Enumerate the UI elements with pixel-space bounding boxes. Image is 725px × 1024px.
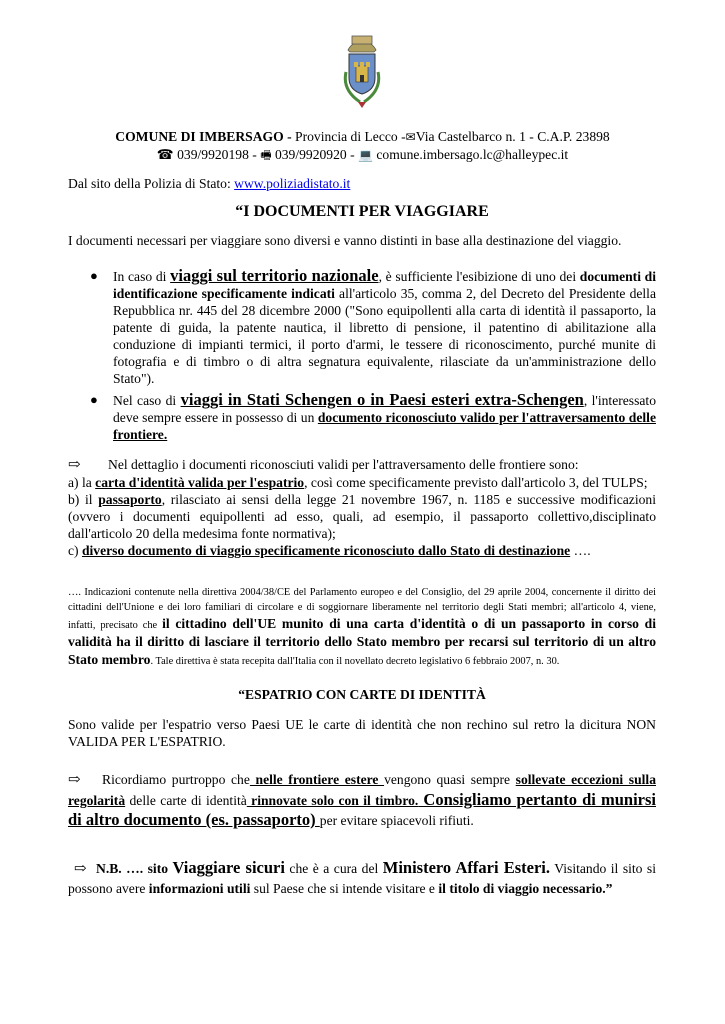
page-title: “I DOCUMENTI PER VIAGGIARE (235, 203, 489, 220)
phone-number: 039/9920198 (177, 147, 249, 162)
fax-number: 039/9920920 (274, 147, 347, 162)
detail-lead: Nel dettaglio i documenti riconosciuti validi per l'attraversamento delle frontiere sono: (108, 457, 579, 472)
other-document-item: diverso documento di viaggio specificamente riconosciuto dallo Stato di destinazione (81, 543, 571, 558)
source-line (68, 175, 350, 192)
detail-section: ⇨ Nel dettaglio i documenti riconosciuti validi per l'attraversamento delle frontiere sono: a) la carta d'identità valida per l'espatrio, così come specificamente previsto dall'articolo 3, del TULPS; b) il passaporto, rilasciato ai sensi della legge 21 novembre 1967, n. 1185 e successive modificazioni (ovvero i documenti equipollenti ad esso, quali, ad esempio, il passaporto collettivo,disciplinato dall'articolo 20 della medesima fonte normativa); c) diverso documento di viaggio specificamente riconosciuto dallo Stato di destinazione …. (68, 457, 656, 558)
fax-icon: 🖷 (260, 148, 272, 162)
schengen-travel: viaggi in Stati Schengen o in Paesi esteri extra-Schengen (180, 390, 584, 409)
id-card-item: carta d'identità valida per l'espatrio (95, 475, 305, 490)
nb-paragraph: ⇨ N.B. …. sito Viaggiare sicuri che è a cura del Ministero Affari Esteri. Visitando il sito si possono avere informazioni utili sul Paese che si intende visitare e il titolo di viaggio necessario.” (68, 858, 657, 896)
computer-icon: 💻 (358, 148, 373, 162)
national-travel: viaggi sul territorio nazionale (170, 266, 379, 285)
source-prefix: Dal sito della Polizia di Stato: (68, 176, 235, 191)
passport-item: passaporto (98, 492, 162, 507)
province: Provincia di Lecco - (291, 129, 406, 144)
bullet-icon: ● (90, 392, 98, 407)
email-address: comune.imbersago.lc@halleypec.it (376, 147, 569, 162)
arrow-right-icon: ⇨ (68, 457, 81, 473)
separator: - (248, 147, 261, 162)
phone-icon: ☎ (156, 147, 174, 162)
directive-highlight: il cittadino dell'UE munito di una carta d'identità o di un passaporto in corso di validità ha il diritto di lasciare il territorio dello Stato membro per recarsi sul territorio di un altro Stato membro (68, 616, 656, 667)
directive-note: …. Indicazioni contenute nella direttiva 2004/38/CE del Parlamento europeo e del Consiglio, del 29 aprile 2004, concernente il diritto dei cittadini dell'Unione e dei loro familiari di circolare e di soggiornare liberamente nel territorio degli Stati membri; all'articolo 4, viene, infatti, precisato che il cittadino dell'UE munito di una carta d'identità o di un passaporto in corso di validità ha il diritto di lasciare il territorio dello Stato membro per recarsi sul territorio di un altro Stato membro. Tale direttiva è stata recepita dall'Italia con il novellato decreto legislativo 6 febbraio 2007, n. 30. (68, 587, 656, 667)
intro-paragraph: I documenti necessari per viaggiare sono diversi e vanno distinti in base alla destinazione del viaggio. (68, 233, 622, 248)
section-subtitle: “ESPATRIO CON CARTE DI IDENTITÀ (238, 687, 486, 702)
arrow-right-icon: ⇨ (74, 861, 87, 877)
bullet-icon: ● (90, 268, 98, 283)
mail-icon: ✉ (405, 130, 416, 144)
letterhead (0, 128, 725, 164)
espatrio-paragraph: Sono valide per l'espatrio verso Paesi UE le carte di identità che non rechino sul retro la dicitura NON VALIDA PER L'ESPATRIO. (68, 717, 656, 749)
reminder-paragraph: ⇨ Ricordiamo purtroppo che nelle frontiere estere vengono quasi sempre sollevate eccezioni sulla regolarità delle carte di identità rinnovate solo con il timbro. Consigliamo pertanto di munirsi di altro documento (es. passaporto) per evitare spiacevoli rifiuti. (68, 772, 657, 829)
bullet-list (68, 267, 656, 443)
valid-document: documento riconosciuto valido per l'attraversamento delle frontiere. (113, 410, 656, 442)
separator: - (346, 147, 359, 162)
list-item: ● In caso di viaggi sul territorio nazionale, è sufficiente l'esibizione di uno dei documenti di identificazione specificamente indicati all'articolo 35, comma 2, del Decreto del Presidente della Repubblica nr. 445 del 28 dicembre 2000 ("Sono equipollenti alla carta di identità il passaporto, la patente di guida, la patente nautica, il libretto di pensione, il patentino di abilitazione alla conduzione di impianti termici, il porto d'armi, le tessere di riconoscimento, purché munite di fotografia e di timbro o di altra segnatura equivalente, rilasciate da un'amministrazione dello Stato"). (90, 266, 656, 386)
arrow-right-icon: ⇨ (68, 772, 81, 788)
municipal-crest-icon (338, 32, 386, 112)
address: Via Castelbarco n. 1 - C.A.P. 23898 (415, 129, 610, 144)
municipality-name: COMUNE DI IMBERSAGO - (115, 129, 292, 144)
list-item: ● Nel caso di viaggi in Stati Schengen o in Paesi esteri extra-Schengen, l'interessato deve sempre essere in possesso di un documento riconosciuto valido per l'attraversamento delle frontiere. (90, 390, 656, 442)
source-link[interactable]: www.poliziadistato.it (234, 176, 351, 191)
id-documents: documenti di identificazione specificamente indicati (113, 269, 656, 301)
